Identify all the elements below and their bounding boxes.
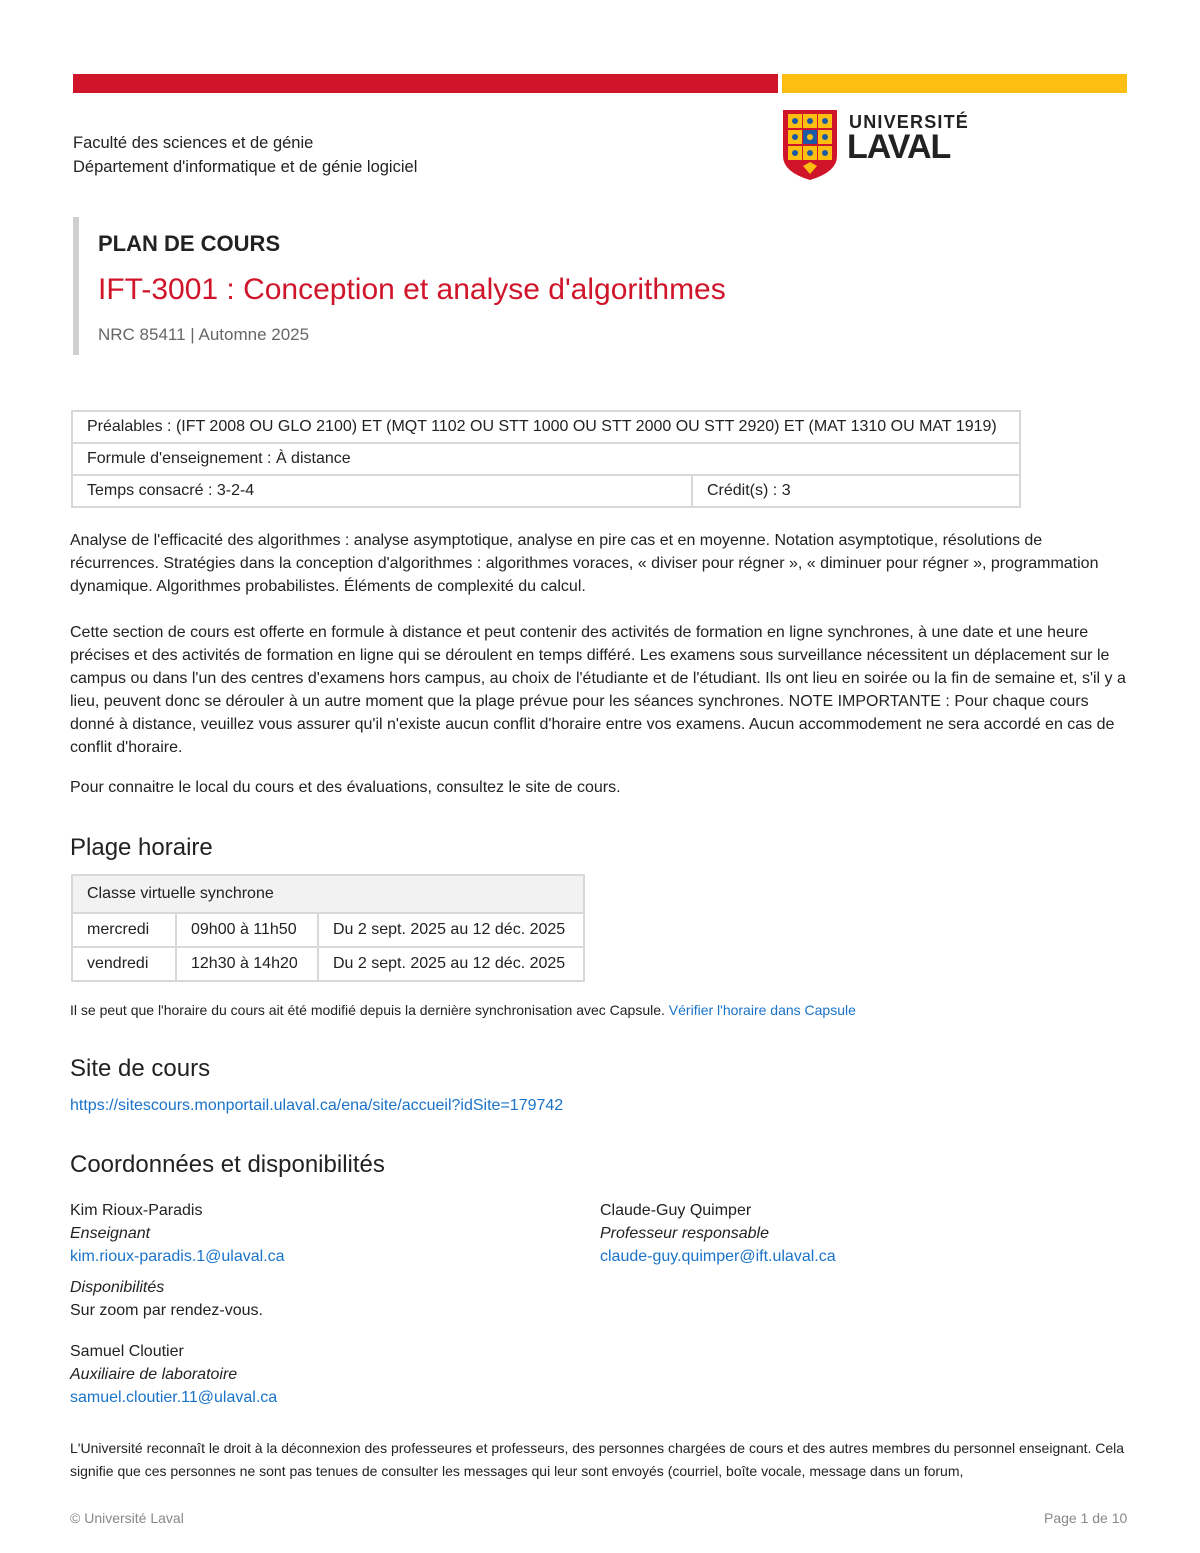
contact-name: Samuel Cloutier [70,1343,184,1360]
title-block [73,217,879,355]
credits-cell [692,475,1020,507]
credits-label: Crédit(s) : [707,482,778,499]
nrc-term: NRC 85411 | Automne 2025 [98,325,310,344]
schedule-note-text: Il se peut que l'horaire du cours ait été modifié depuis la dernière synchronisation avec Capsule. [70,1002,665,1018]
schedule-time: 12h30 à 14h20 [176,947,318,981]
header-affiliation [73,131,417,179]
course-site-link[interactable]: https://sitescours.monportail.ulaval.ca/ena/site/accueil?idSite=179742 [70,1097,564,1114]
copyright: © Université Laval [70,1510,184,1526]
department-name: Département d'informatique et de génie logiciel [73,158,418,176]
availability-value: Sur zoom par rendez-vous. [70,1302,263,1319]
disconnection-notice: L'Université reconnaît le droit à la déconnexion des professeures et professeurs, des personnes chargées de cours et des autres membres du personnel enseignant. Cela signifie que ces personnes ne sont pas tenues de consulter les messages qui leur sont envoyés (courriel, boîte vocale, message dans un forum, [70,1440,1125,1479]
contact-role: Auxiliaire de laboratoire [70,1366,238,1383]
faculty-name: Faculté des sciences et de génie [73,134,314,152]
schedule-period: Du 2 sept. 2025 au 12 déc. 2025 [318,947,584,981]
laval-crest-icon [781,108,839,182]
contact-name: Kim Rioux-Paradis [70,1202,203,1219]
page-number: Page 1 de 10 [1044,1510,1128,1526]
capsule-schedule-link[interactable]: Vérifier l'horaire dans Capsule [668,1002,856,1018]
formula-value: À distance [275,450,351,467]
schedule-day: mercredi [72,913,176,947]
table-row [72,443,1020,475]
availability-label: Disponibilités [70,1279,165,1296]
contact-role: Professeur responsable [600,1225,769,1242]
schedule-heading: Plage horaire [70,834,213,861]
section-info-text: Cette section de cours est offerte en formule à distance et peut contenir des activités de formation en ligne synchrones, à une date et une heure précises et des activités de formation en ligne qui se déroulent en temps différé. Les examens sous surveillance nécessitent un déplacement sur le campus ou dans l'un des centres d'examens hors campus, au choix de l'étudiante et de l'étudiant. Ils ont lieu en soirée ou la fin de semaine et, s'il y a lieu, peuvent donc se dérouler à un autre moment que la plage prévue pour les séances synchrones. NOTE IMPORTANTE : Pour chaque cours donné à distance, veuillez vous assurer qu'il n'existe aucun conflit d'horaire entre vos examens. Aucun accommodement ne sera accordé en cas de conflit d'horaire. [70,624,1126,756]
time-value: 3-2-4 [216,482,255,499]
contact-role: Enseignant [70,1225,151,1242]
universite-laval-logo [781,108,970,182]
local-info [70,776,1130,799]
site-heading: Site de cours [70,1055,211,1082]
schedule-table [71,874,585,982]
course-info-table [71,410,1021,508]
section-info [70,621,1130,759]
table-row [72,475,1020,507]
schedule-period: Du 2 sept. 2025 au 12 déc. 2025 [318,913,584,947]
contact-card [70,1199,570,1322]
contact-email-link[interactable]: samuel.cloutier.11@ulaval.ca [70,1389,278,1406]
contact-email-link[interactable]: claude-guy.quimper@ift.ulaval.ca [600,1248,836,1265]
local-info-text: Pour connaitre le local du cours et des évaluations, consultez le site de cours. [70,779,621,796]
prerequisites-cell [72,411,1020,443]
table-row [72,875,584,913]
table-row [72,411,1020,443]
schedule-note [70,1002,856,1018]
schedule-table-header: Classe virtuelle synchrone [72,875,584,913]
table-row [72,913,584,947]
contact-card [600,1199,1100,1268]
header-red-bar [73,74,778,93]
time-cell [72,475,692,507]
contact-email-link[interactable]: kim.rioux-paradis.1@ulaval.ca [70,1248,285,1265]
contact-card [70,1340,570,1409]
credits-value: 3 [781,482,791,499]
logo-wordmark-top: UNIVERSITÉ [849,112,970,132]
time-label: Temps consacré : [87,482,213,499]
schedule-time: 09h00 à 11h50 [176,913,318,947]
course-description [70,529,1130,598]
logo-wordmark-bottom: LAVAL [847,128,951,166]
prerequisites-label: Préalables : [87,418,172,435]
table-row [72,947,584,981]
schedule-day: vendredi [72,947,176,981]
formula-label: Formule d'enseignement : [87,450,272,467]
contact-name: Claude-Guy Quimper [600,1202,752,1219]
course-title: IFT-3001 : Conception et analyse d'algorithmes [98,273,726,306]
header-yellow-bar [782,74,1127,93]
formula-cell [72,443,1020,475]
description-text: Analyse de l'efficacité des algorithmes : analyse asymptotique, analyse en pire cas et en moyenne. Notation asymptotique, résolutions de récurrences. Stratégies dans la conception d'algorithmes : algorithmes voraces, « diviser pour régner », « diminuer pour régner », programmation dynamique. Algorithmes probabilistes. Éléments de complexité du calcul. [70,532,1099,595]
contacts-heading: Coordonnées et disponibilités [70,1151,385,1178]
prerequisites-value: (IFT 2008 OU GLO 2100) ET (MQT 1102 OU STT 1000 OU STT 2000 OU STT 2920) ET (MAT 1310 OU MAT 1919) [175,418,997,435]
plan-label: PLAN DE COURS [98,231,281,256]
